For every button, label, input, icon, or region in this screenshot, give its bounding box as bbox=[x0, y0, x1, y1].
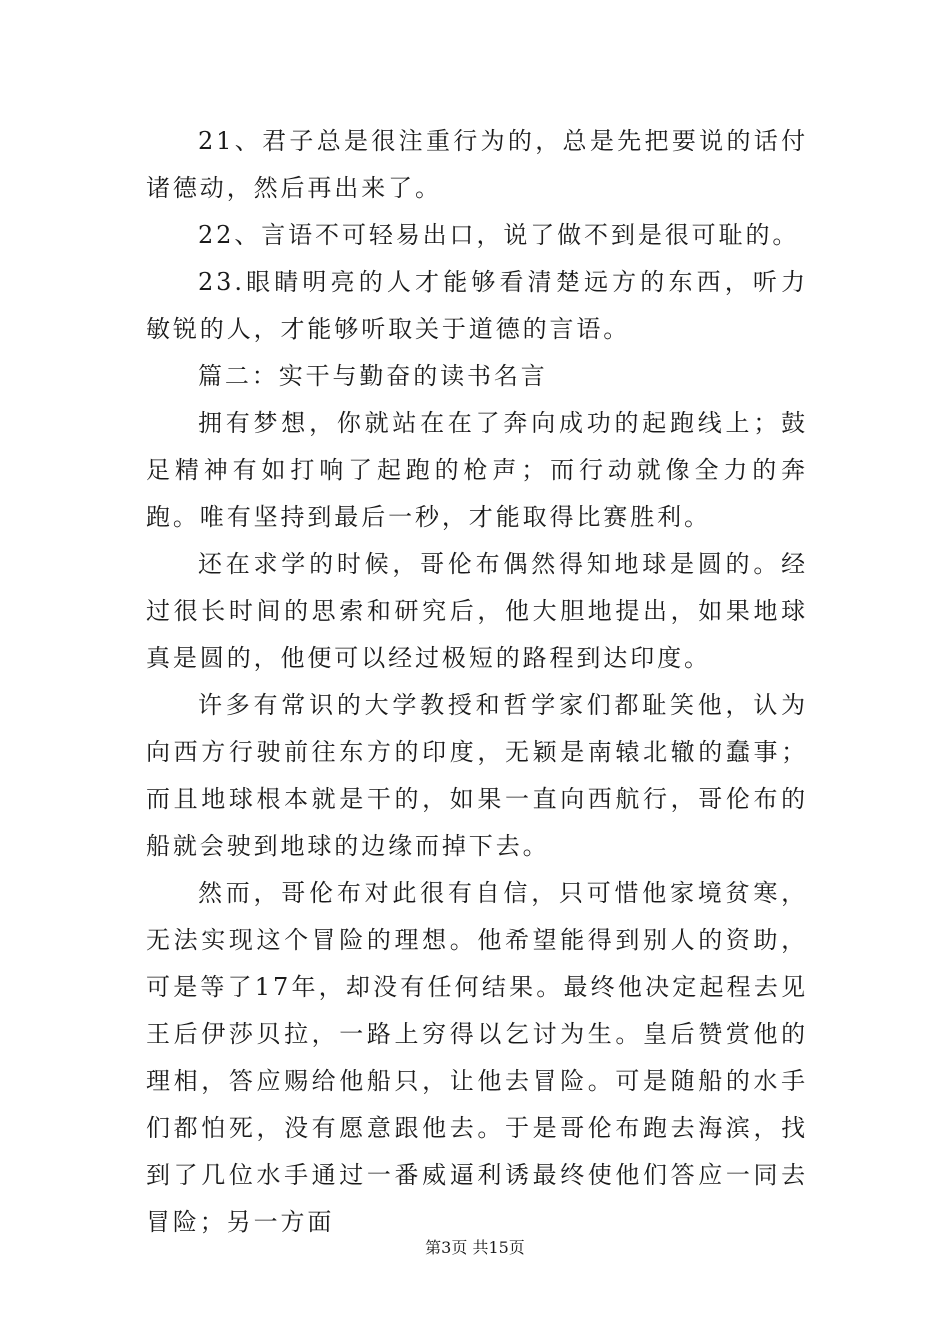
paragraph-21: 21、君子总是很注重行为的，总是先把要说的话付诸德动，然后再出来了。 bbox=[146, 127, 808, 202]
page-number-footer: 第3页 共15页 bbox=[425, 1238, 525, 1257]
paragraph-23: 23.眼睛明亮的人才能够看清楚远方的东西，听力敏锐的人，才能够听取关于道德的言语。 bbox=[146, 268, 808, 343]
section-heading: 篇二：实干与勤奋的读书名言 bbox=[198, 362, 548, 390]
document-body bbox=[146, 118, 808, 1246]
paragraph-columbus-study: 还在求学的时候，哥伦布偶然得知地球是圆的。经过很长时间的思索和研究后，他大胆地提出，如果地球真是圆的，他便可以经过极短的路程到达印度。 bbox=[146, 550, 808, 672]
paragraph-scholars: 许多有常识的大学教授和哲学家们都耻笑他，认为向西方行驶前往东方的印度，无颖是南辕北辙的蠢事；而且地球根本就是干的，如果一直向西航行，哥伦布的船就会驶到地球的边缘而掉下去。 bbox=[146, 691, 808, 860]
paragraph-22: 22、言语不可轻易出口，说了做不到是很可耻的。 bbox=[198, 221, 800, 249]
paragraph-confidence: 然而，哥伦布对此很有自信，只可惜他家境贫寒，无法实现这个冒险的理想。他希望能得到别人的资助，可是等了17年，却没有任何结果。最终他决定起程去见王后伊莎贝拉，一路上穷得以乞讨为生。皇后赞赏他的理相，答应赐给他船只，让他去冒险。可是随船的水手们都怕死，没有愿意跟他去。于是哥伦布跑去海滨，找到了几位水手通过一番威逼利诱最终使他们答应一同去冒险；另一方面 bbox=[146, 879, 808, 1236]
paragraph-dream: 拥有梦想，你就站在在了奔向成功的起跑线上；鼓足精神有如打响了起跑的枪声；而行动就像全力的奔跑。唯有坚持到最后一秒，才能取得比赛胜利。 bbox=[146, 409, 808, 531]
